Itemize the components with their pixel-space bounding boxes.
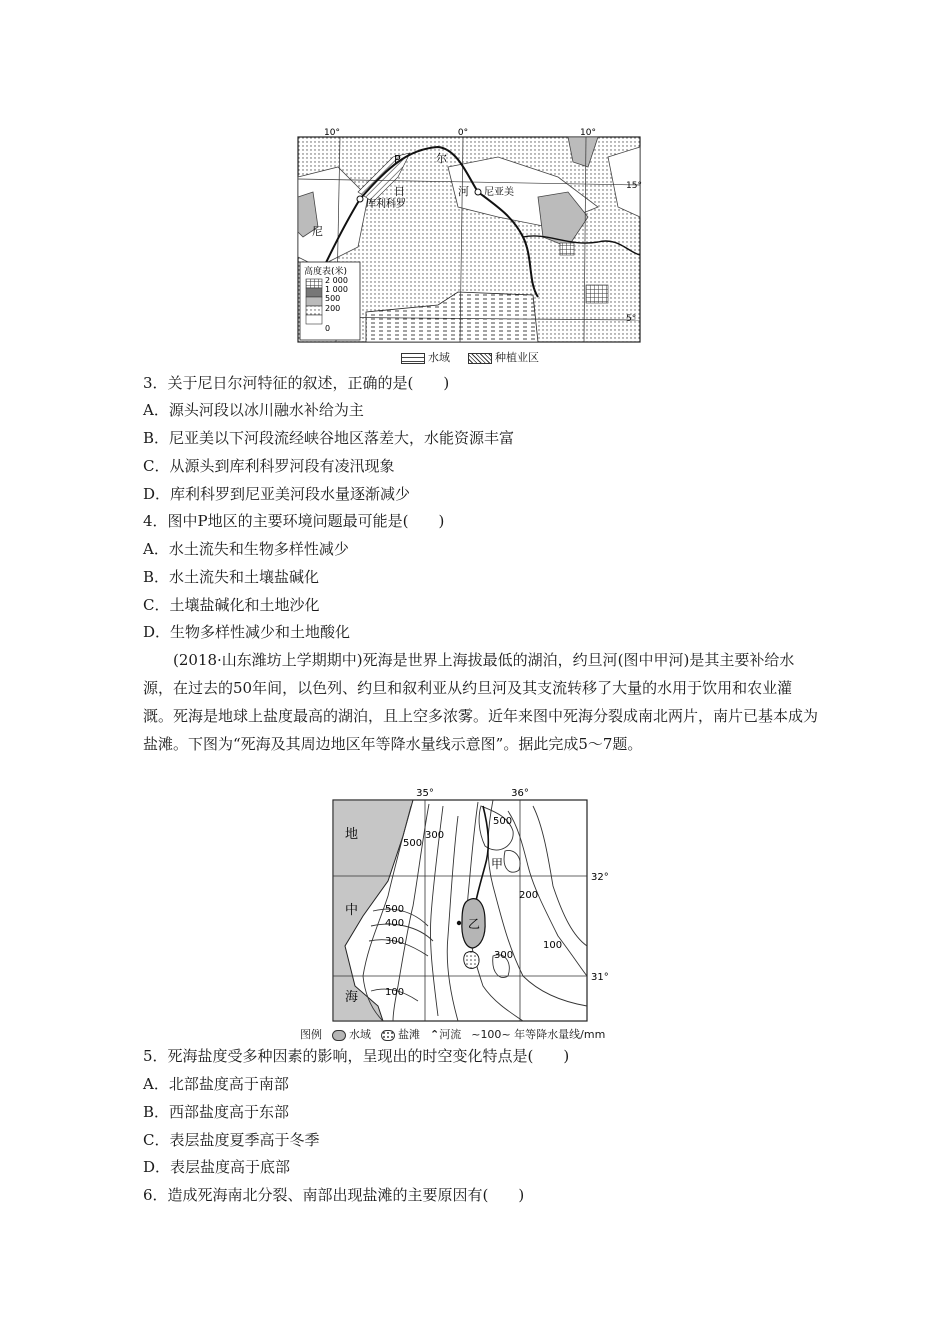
lon-label: 36° [511, 788, 529, 799]
isoline-sample-value: 100 [480, 1028, 502, 1041]
planting-swatch [468, 353, 492, 364]
legend-river-label: 河流 [439, 1028, 462, 1041]
isoline-symbol: ~ [471, 1028, 481, 1041]
sea-label: 地 [345, 827, 359, 842]
q3-option-d: D．库利科罗到尼亚美河段水量逐渐减少 [143, 485, 411, 503]
lake-label: 乙 [468, 917, 481, 931]
q3-option-a: A．源头河段以冰川融水补给为主 [143, 401, 364, 419]
isoline-label: 500 [385, 904, 405, 915]
lon-label: 0° [457, 128, 469, 138]
river-label: 甲 [491, 857, 504, 871]
map2-legend [300, 1026, 660, 1042]
high-elevation-patch [560, 243, 574, 255]
legend-saltflat [381, 1026, 420, 1042]
isoline-label: 300 [494, 950, 514, 961]
legend-river [430, 1026, 461, 1042]
elevation-legend [300, 262, 360, 340]
river-symbol: ⌃ [430, 1028, 440, 1041]
isoline-label: 300 [425, 830, 445, 841]
q4-option-a: A．水土流失和生物多样性减少 [143, 540, 349, 558]
high-elevation-patch [586, 285, 608, 303]
isoline-label: 500 [403, 838, 423, 849]
q3-option-c: C．从源头到库利科罗河段有凌汛现象 [143, 457, 395, 475]
legend-prefix: 图例 [300, 1028, 322, 1041]
lat-label: 32° [591, 872, 609, 883]
legend-isoline [471, 1026, 605, 1042]
place-label-kulikeluo: 库利科罗 [366, 199, 406, 210]
q5-option-d: D．表层盐度高于底部 [143, 1158, 291, 1176]
niger-river-map [298, 128, 642, 342]
kulikeluo-city [357, 196, 363, 202]
salt-flat [464, 952, 479, 969]
legend-water-label: 水域 [349, 1028, 371, 1041]
water-swatch [332, 1030, 346, 1041]
dead-sea-precip-map [333, 786, 623, 1024]
q3-stem: 3．关于尼日尔河特征的叙述，正确的是( ) [143, 374, 450, 392]
elevation-level: 0 [325, 324, 331, 333]
elevation-level: 2 000 [325, 276, 348, 285]
lat-label: 15° [626, 181, 642, 191]
legend-isoline-label: 年等降水量线/mm [514, 1028, 606, 1041]
place-label-niyamei: 尼亚美 [484, 187, 514, 198]
legend-planting [468, 349, 539, 365]
place-label-er: 尔 [436, 152, 447, 165]
isoline-label: 400 [385, 918, 405, 929]
sea-label: 海 [345, 990, 359, 1005]
point-marker [457, 921, 461, 925]
legend-planting-label: 种植业区 [495, 351, 539, 364]
sea-label: 中 [345, 903, 359, 918]
legend-saltflat-label: 盐滩 [398, 1028, 420, 1041]
q5-stem: 5．死海盐度受多种因素的影响，呈现出的时空变化特点是( ) [143, 1047, 570, 1065]
q4-option-d: D．生物多样性减少和土地酸化 [143, 623, 351, 641]
isoline-label: 100 [385, 987, 405, 998]
q5-option-b: B．西部盐度高于东部 [143, 1103, 290, 1121]
water-swatch [401, 353, 425, 364]
intro-paragraph: (2018·山东潍坊上学期期中)死海是世界上海拔最低的湖泊，约旦河(图中甲河)是其主要补给水源，在过去的50年间，以色列、约旦和叙利亚从约旦河及其支流转移了大量的水用于饮用和农业灌溉。死海是地球上盐度最高的湖泊，且上空多浓雾。近年来图中死海分裂成南北两片，南片已基本成为盐滩。下图为“死海及其周边地区年等降水量线示意图”。据此完成5～7题。 [143, 651, 819, 753]
map1-legend [300, 349, 640, 365]
isoline-label: 200 [519, 890, 539, 901]
q3-option-b: B．尼亚美以下河段流经峡谷地区落差大，水能资源丰富 [143, 429, 515, 447]
legend-water [332, 1026, 371, 1042]
elevation-level: 200 [325, 304, 341, 313]
isoline-label: 100 [543, 940, 563, 951]
place-label-ri: 日 [394, 185, 405, 198]
q6-stem: 6．造成死海南北分裂、南部出现盐滩的主要原因有( ) [143, 1186, 525, 1204]
q4-option-c: C．土壤盐碱化和土地沙化 [143, 596, 320, 614]
isoline-symbol-tail: ~ [501, 1028, 511, 1041]
place-label-he: 河 [458, 185, 469, 198]
saltflat-swatch [381, 1030, 395, 1041]
lon-label: 35° [416, 788, 434, 799]
q5-option-c: C．表层盐度夏季高于冬季 [143, 1131, 320, 1149]
legend-water [401, 349, 450, 365]
lon-label: 10° [580, 128, 596, 138]
q5-option-a: A．北部盐度高于南部 [143, 1075, 289, 1093]
legend-water-label: 水域 [428, 351, 450, 364]
isoline-label: 500 [493, 816, 513, 827]
q4-option-b: B．水土流失和土壤盐碱化 [143, 568, 320, 586]
lat-label: 31° [591, 972, 609, 983]
q4-stem: 4．图中P地区的主要环境问题最可能是( ) [143, 512, 445, 530]
isoline-label: 300 [385, 936, 405, 947]
lat-label: 5° [626, 314, 637, 324]
place-label-ni: 尼 [312, 225, 323, 238]
lon-label: 10° [324, 128, 340, 138]
place-label-p: P [394, 153, 401, 166]
elevation-level: 500 [325, 294, 341, 303]
elevation-legend-title: 高度表(米) [304, 267, 348, 277]
elevation-level: 1 000 [325, 285, 348, 294]
niyamei-city [475, 189, 481, 195]
